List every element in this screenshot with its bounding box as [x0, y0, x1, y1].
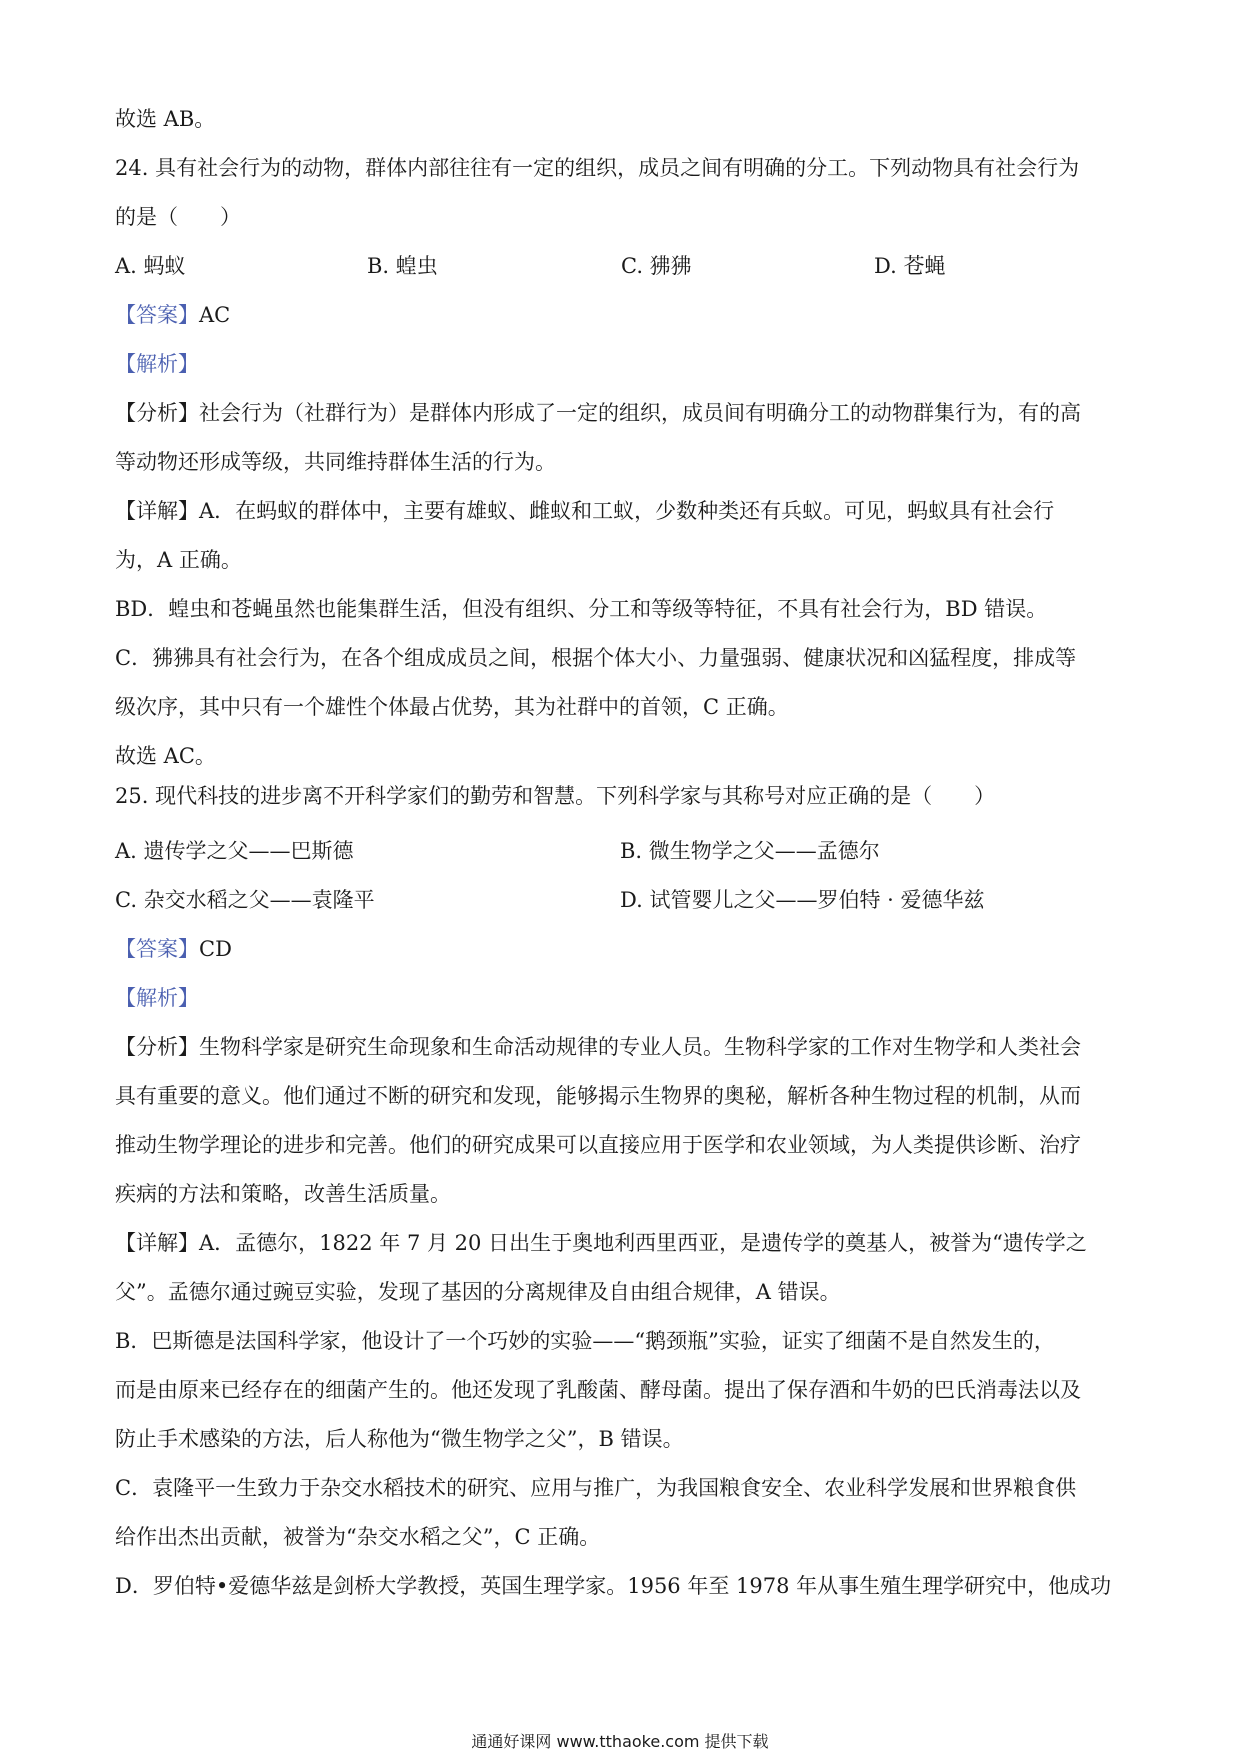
q25-xiangjie-b: B．巴斯德是法国科学家，他设计了一个巧妙的实验——“鹅颈瓶”实验，证实了细菌不是自然发生的，	[115, 1329, 1055, 1353]
q25-xiangjie-a-cont: 父”。孟德尔通过豌豆实验，发现了基因的分离规律及自由组合规律，A 错误。	[115, 1280, 841, 1304]
answer-tag: 【答案】	[115, 937, 199, 961]
q25-answer-value: CD	[199, 937, 232, 961]
q25-answer	[115, 936, 1125, 962]
q25-xiangjie-d: D．罗伯特•爱德华兹是剑桥大学教授，英国生理学家。1956 年至 1978 年从事生殖生理学研究中，他成功	[115, 1574, 1112, 1598]
q25-xiangjie-c: C．袁隆平一生致力于杂交水稻技术的研究、应用与推广，为我国粮食安全、农业科学发展和世界粮食供	[115, 1476, 1077, 1500]
q24-xiangjie: 【详解】A．在蚂蚁的群体中，主要有雄蚁、雌蚁和工蚁，少数种类还有兵蚁。可见，蚂蚁具有社会行	[115, 499, 1055, 523]
q24-conclusion: 故选 AC。	[115, 744, 216, 768]
q24-fenxi-cont: 等动物还形成等级，共同维持群体生活的行为。	[115, 450, 556, 474]
q25-fenxi-cont-3: 疾病的方法和策略，改善生活质量。	[115, 1182, 451, 1206]
page-footer: 通通好课网 www.tthaoke.com 提供下载	[471, 1732, 769, 1751]
analysis-tag: 【解析】	[115, 352, 199, 376]
q25-option-c: C. 杂交水稻之父——袁隆平	[115, 888, 375, 912]
q24-xiangjie-c: C．狒狒具有社会行为，在各个组成成员之间，根据个体大小、力量强弱、健康状况和凶猛程度，排成等	[115, 646, 1077, 670]
conclusion-line: 故选 AB。	[115, 107, 216, 131]
q25-option-a: A. 遗传学之父——巴斯德	[115, 839, 354, 863]
q25-fenxi-cont-1: 具有重要的意义。他们通过不断的研究和发现，能够揭示生物界的奥秘，解析各种生物过程的机制，从而	[115, 1084, 1081, 1108]
q24-analysis-heading	[115, 351, 1125, 377]
q25-xiangjie: 【详解】A．孟德尔，1822 年 7 月 20 日出生于奥地利西里西亚，是遗传学的奠基人，被誉为“遗传学之	[115, 1231, 1087, 1255]
q24-option-c: C. 狒狒	[621, 254, 692, 278]
q25-fenxi-cont-2: 推动生物学理论的进步和完善。他们的研究成果可以直接应用于医学和农业领域，为人类提供诊断、治疗	[115, 1133, 1081, 1157]
q24-xiangjie-c-cont: 级次序，其中只有一个雄性个体最占优势，其为社群中的首领，C 正确。	[115, 695, 789, 719]
q25-analysis-heading	[115, 985, 1125, 1011]
analysis-tag: 【解析】	[115, 986, 199, 1010]
q25-fenxi: 【分析】生物科学家是研究生命现象和生命活动规律的专业人员。生物科学家的工作对生物学和人类社会	[115, 1035, 1081, 1059]
question-24-stem: 24. 具有社会行为的动物，群体内部往往有一定的组织，成员之间有明确的分工。下列动物具有社会行为	[115, 156, 1080, 180]
xiangjie-prefix: 【详解】	[115, 499, 199, 523]
question-24-stem-cont: 的是（ ）	[115, 205, 241, 229]
q25-xiangjie-c-cont: 给作出杰出贡献，被誉为“杂交水稻之父”，C 正确。	[115, 1525, 601, 1549]
q25-xiangjie-b-cont-2: 防止手术感染的方法，后人称他为“微生物学之父”，B 错误。	[115, 1427, 684, 1451]
q24-answer	[115, 302, 1125, 328]
q24-option-b: B. 蝗虫	[367, 254, 438, 278]
emphasis-char-2: 确	[848, 784, 870, 808]
answer-tag: 【答案】	[115, 303, 199, 327]
q25-xiangjie-b-cont-1: 而是由原来已经存在的细菌产生的。他还发现了乳酸菌、酵母菌。提出了保存酒和牛奶的巴氏消毒法以及	[115, 1378, 1081, 1402]
q24-option-a: A. 蚂蚁	[115, 254, 186, 278]
q24-fenxi: 【分析】社会行为（社群行为）是群体内形成了一定的组织，成员间有明确分工的动物群集行为，有的高	[115, 401, 1081, 425]
fenxi-prefix: 【分析】	[115, 1035, 199, 1059]
q25-option-d: D. 试管婴儿之父——罗伯特 · 爱德华兹	[620, 888, 985, 912]
fenxi-prefix: 【分析】	[115, 401, 199, 425]
q24-answer-value: AC	[199, 303, 231, 327]
q25-option-b: B. 微生物学之父——孟德尔	[620, 839, 880, 863]
question-25-stem: 25. 现代科技的进步离不开科学家们的勤劳和智慧。下列科学家与其称号对应正确的是（ ）	[115, 784, 996, 808]
q24-xiangjie-bd: BD．蝗虫和苍蝇虽然也能集群生活，但没有组织、分工和等级等特征，不具有社会行为，BD 错误。	[115, 597, 1048, 621]
emphasis-char-1: 正	[827, 784, 849, 808]
q24-xiangjie-cont: 为，A 正确。	[115, 548, 242, 572]
xiangjie-prefix: 【详解】	[115, 1231, 199, 1255]
q24-option-d: D. 苍蝇	[874, 254, 946, 278]
